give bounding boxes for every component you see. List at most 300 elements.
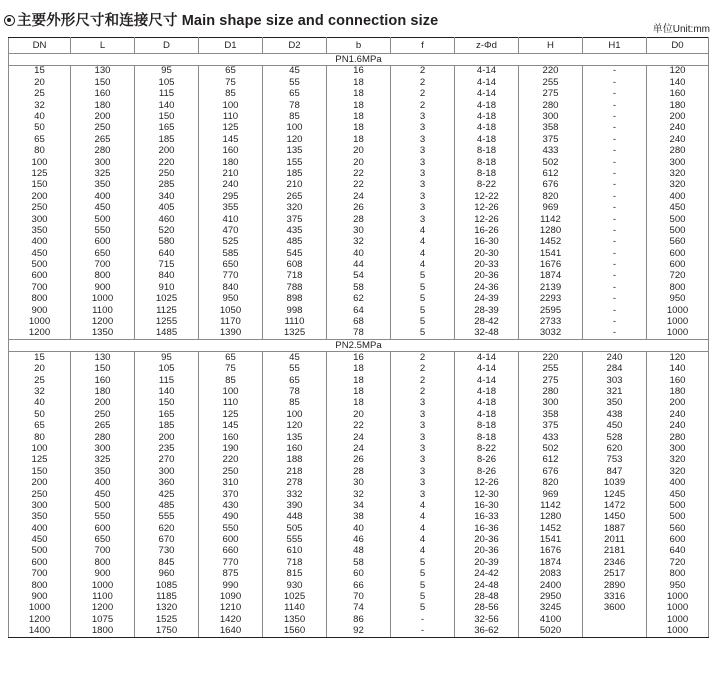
table-cell: 3 — [391, 191, 455, 202]
table-cell: 110 — [199, 398, 263, 409]
table-cell: 1000 — [647, 328, 709, 340]
table-cell: 140 — [647, 364, 709, 375]
table-cell: 1200 — [9, 328, 71, 340]
table-cell: 105 — [135, 364, 199, 375]
table-cell: 4 — [391, 523, 455, 534]
table-cell: 350 — [9, 512, 71, 523]
table-cell: 3 — [391, 169, 455, 180]
table-cell: 40 — [9, 112, 71, 123]
table-cell: 950 — [647, 294, 709, 305]
table-cell: 1210 — [199, 603, 263, 614]
table-cell: - — [583, 237, 647, 248]
table-cell: 700 — [9, 282, 71, 293]
table-cell: 700 — [71, 546, 135, 557]
table-cell: 265 — [71, 134, 135, 145]
table-cell: 320 — [647, 180, 709, 191]
table-cell: 500 — [647, 500, 709, 511]
table-cell: 2 — [391, 89, 455, 100]
table-cell: 4-14 — [455, 352, 519, 364]
table-cell: 1100 — [71, 305, 135, 316]
table-cell: 55 — [263, 77, 327, 88]
table-cell: 24-48 — [455, 580, 519, 591]
table-cell: 485 — [135, 500, 199, 511]
table-cell: 1255 — [135, 317, 199, 328]
table-cell: 1874 — [519, 557, 583, 568]
table-cell: 450 — [71, 489, 135, 500]
table-cell: 900 — [71, 569, 135, 580]
table-cell: 2 — [391, 352, 455, 364]
table-cell: 115 — [135, 375, 199, 386]
table-cell: 1000 — [71, 580, 135, 591]
table-cell: 612 — [519, 169, 583, 180]
table-cell: 200 — [71, 112, 135, 123]
table-row — [9, 444, 709, 455]
table-cell: 4 — [391, 260, 455, 271]
table-cell: 50 — [9, 409, 71, 420]
table-cell: 284 — [583, 364, 647, 375]
table-cell: 65 — [263, 375, 327, 386]
table-cell: 280 — [519, 387, 583, 398]
table-cell: 278 — [263, 478, 327, 489]
table-cell: 20 — [327, 157, 391, 168]
table-cell: 120 — [647, 352, 709, 364]
table-cell: 235 — [135, 444, 199, 455]
table-cell: - — [583, 123, 647, 134]
table-cell: 720 — [647, 271, 709, 282]
table-cell: 55 — [263, 364, 327, 375]
table-cell: 85 — [263, 112, 327, 123]
table-cell: 2 — [391, 100, 455, 111]
table-cell: 640 — [647, 546, 709, 557]
table-cell: 3 — [391, 489, 455, 500]
table-cell: 80 — [9, 432, 71, 443]
table-cell: 16-36 — [455, 523, 519, 534]
table-cell: 240 — [647, 409, 709, 420]
table-cell: 770 — [199, 271, 263, 282]
table-cell: 321 — [583, 387, 647, 398]
table-cell: 32-56 — [455, 614, 519, 625]
table-cell: 20-36 — [455, 271, 519, 282]
table-cell: 26 — [327, 455, 391, 466]
table-cell: 48 — [327, 546, 391, 557]
table-row — [9, 375, 709, 386]
table-cell: 898 — [263, 294, 327, 305]
table-cell: 250 — [9, 203, 71, 214]
table-row — [9, 66, 709, 78]
table-cell: 1750 — [135, 626, 199, 638]
table-row — [9, 237, 709, 248]
table-cell: 502 — [519, 157, 583, 168]
table-cell: 135 — [263, 146, 327, 157]
table-cell: 65 — [263, 89, 327, 100]
table-cell: 620 — [583, 444, 647, 455]
table-cell: 528 — [583, 432, 647, 443]
table-cell: 600 — [647, 260, 709, 271]
table-cell: 1000 — [647, 614, 709, 625]
table-cell: 1000 — [9, 603, 71, 614]
table-cell: 969 — [519, 489, 583, 500]
table-cell: 240 — [199, 180, 263, 191]
table-cell: 18 — [327, 100, 391, 111]
table-row — [9, 169, 709, 180]
table-cell: 1000 — [647, 626, 709, 638]
table-cell: 3 — [391, 444, 455, 455]
table-row — [9, 89, 709, 100]
table-cell: 32 — [327, 489, 391, 500]
table-cell: 180 — [71, 100, 135, 111]
table-cell: 1541 — [519, 248, 583, 259]
table-cell: 910 — [135, 282, 199, 293]
table-cell: 555 — [135, 512, 199, 523]
table-cell: 840 — [135, 271, 199, 282]
table-cell: 125 — [199, 123, 263, 134]
table-cell: 40 — [327, 523, 391, 534]
table-cell: 4-18 — [455, 112, 519, 123]
table-cell: 358 — [519, 123, 583, 134]
table-cell: 185 — [135, 421, 199, 432]
table-cell: 2011 — [583, 535, 647, 546]
table-cell: 92 — [327, 626, 391, 638]
table-cell: 425 — [135, 489, 199, 500]
table-cell: 12-30 — [455, 489, 519, 500]
table-cell: 20 — [9, 77, 71, 88]
table-cell: 3 — [391, 134, 455, 145]
table-cell: 320 — [647, 466, 709, 477]
table-cell: 16-30 — [455, 500, 519, 511]
table-cell: 560 — [647, 237, 709, 248]
table-cell: 800 — [71, 271, 135, 282]
table-cell: 64 — [327, 305, 391, 316]
table-row — [9, 305, 709, 316]
table-cell: 600 — [71, 523, 135, 534]
table-cell: 200 — [647, 112, 709, 123]
table-row — [9, 157, 709, 168]
table-row — [9, 409, 709, 420]
table-cell: 4100 — [519, 614, 583, 625]
table-cell: 600 — [647, 535, 709, 546]
table-cell: 5 — [391, 305, 455, 316]
table-cell: 525 — [199, 237, 263, 248]
table-cell: 1874 — [519, 271, 583, 282]
table-cell: 28-39 — [455, 305, 519, 316]
table-row — [9, 112, 709, 123]
table-cell: 4 — [391, 237, 455, 248]
table-cell: 3 — [391, 455, 455, 466]
table-cell: 270 — [135, 455, 199, 466]
table-cell: 18 — [327, 398, 391, 409]
table-cell: 2293 — [519, 294, 583, 305]
table-cell: 1676 — [519, 260, 583, 271]
table-cell: 160 — [71, 375, 135, 386]
table-cell: - — [583, 191, 647, 202]
table-cell: 600 — [71, 237, 135, 248]
table-cell: 5 — [391, 271, 455, 282]
table-cell: - — [583, 157, 647, 168]
table-cell: 265 — [263, 191, 327, 202]
table-cell: 160 — [647, 375, 709, 386]
table-cell: 25 — [9, 89, 71, 100]
table-cell: 700 — [71, 260, 135, 271]
table-row — [9, 191, 709, 202]
table-cell: 255 — [519, 364, 583, 375]
table-cell: 320 — [647, 455, 709, 466]
table-row — [9, 614, 709, 625]
table-cell: 800 — [9, 580, 71, 591]
table-cell: 405 — [135, 203, 199, 214]
table-cell: 45 — [263, 352, 327, 364]
table-cell: 220 — [519, 352, 583, 364]
table-cell: 38 — [327, 512, 391, 523]
table-cell: 545 — [263, 248, 327, 259]
table-cell: 4 — [391, 248, 455, 259]
table-row — [9, 134, 709, 145]
table-cell: 16 — [327, 66, 391, 78]
table-cell: 450 — [9, 535, 71, 546]
table-cell: 370 — [199, 489, 263, 500]
table-row — [9, 398, 709, 409]
dimension-table — [8, 37, 709, 638]
table-cell: 22 — [327, 180, 391, 191]
table-cell: 320 — [263, 203, 327, 214]
table-cell: 1485 — [135, 328, 199, 340]
table-cell: 18 — [327, 89, 391, 100]
table-cell: 350 — [71, 180, 135, 191]
table-cell: - — [583, 134, 647, 145]
table-cell: 240 — [647, 123, 709, 134]
table-cell: 16 — [327, 352, 391, 364]
table-cell: 66 — [327, 580, 391, 591]
table-cell: 1000 — [647, 592, 709, 603]
table-cell: 650 — [71, 248, 135, 259]
table-cell: 85 — [263, 398, 327, 409]
table-cell: 185 — [135, 134, 199, 145]
table-cell: 65 — [9, 421, 71, 432]
table-cell: 220 — [135, 157, 199, 168]
table-row — [9, 282, 709, 293]
table-cell: 800 — [9, 294, 71, 305]
table-cell: 1400 — [9, 626, 71, 638]
table-cell: 325 — [71, 455, 135, 466]
table-cell: 5 — [391, 317, 455, 328]
table-cell: 70 — [327, 592, 391, 603]
table-cell: 8-18 — [455, 146, 519, 157]
table-cell: 28-42 — [455, 317, 519, 328]
table-cell: 450 — [583, 421, 647, 432]
table-cell: - — [583, 305, 647, 316]
table-cell: 86 — [327, 614, 391, 625]
table-cell: 18 — [327, 387, 391, 398]
table-row — [9, 546, 709, 557]
table-cell: - — [583, 180, 647, 191]
table-cell: 640 — [135, 248, 199, 259]
table-cell: 3 — [391, 112, 455, 123]
table-cell: 78 — [263, 100, 327, 111]
column-header: f — [391, 38, 455, 54]
table-row — [9, 523, 709, 534]
table-cell: 8-26 — [455, 466, 519, 477]
table-cell: 998 — [263, 305, 327, 316]
table-cell: 34 — [327, 500, 391, 511]
table-body — [9, 54, 709, 638]
table-cell: 1280 — [519, 225, 583, 236]
table-cell: - — [583, 146, 647, 157]
table-cell: 500 — [647, 225, 709, 236]
table-row — [9, 294, 709, 305]
table-cell: 1452 — [519, 237, 583, 248]
table-cell: 280 — [647, 146, 709, 157]
table-cell: 1000 — [647, 317, 709, 328]
table-cell: 375 — [519, 421, 583, 432]
table-cell: 310 — [199, 478, 263, 489]
table-cell: 150 — [9, 466, 71, 477]
table-cell: 438 — [583, 409, 647, 420]
table-cell: 470 — [199, 225, 263, 236]
table-cell: 8-18 — [455, 157, 519, 168]
table-cell: 120 — [647, 66, 709, 78]
column-header: H — [519, 38, 583, 54]
table-cell: 3 — [391, 478, 455, 489]
table-cell: 180 — [199, 157, 263, 168]
table-cell: 135 — [263, 432, 327, 443]
table-cell: - — [583, 169, 647, 180]
column-header: DN — [9, 38, 71, 54]
table-cell: 3316 — [583, 592, 647, 603]
table-cell: 130 — [71, 352, 135, 364]
column-header: D1 — [199, 38, 263, 54]
table-row — [9, 180, 709, 191]
table-cell: 280 — [647, 432, 709, 443]
table-cell: 20-39 — [455, 557, 519, 568]
table-cell: 24-36 — [455, 282, 519, 293]
column-header: b — [327, 38, 391, 54]
page-title — [4, 9, 438, 30]
table-cell: 5 — [391, 282, 455, 293]
table-cell: 150 — [135, 398, 199, 409]
table-cell: 960 — [135, 569, 199, 580]
table-cell: 155 — [263, 157, 327, 168]
table-row — [9, 626, 709, 638]
column-header: H1 — [583, 38, 647, 54]
table-cell: 676 — [519, 180, 583, 191]
table-cell: 15 — [9, 66, 71, 78]
table-cell: 1085 — [135, 580, 199, 591]
table-cell: 255 — [519, 77, 583, 88]
table-cell: 950 — [199, 294, 263, 305]
table-cell: 78 — [327, 328, 391, 340]
table-cell: - — [583, 66, 647, 78]
table-cell: - — [583, 282, 647, 293]
table-cell: 210 — [263, 180, 327, 191]
table-cell: 1075 — [71, 614, 135, 625]
table-cell: 5 — [391, 580, 455, 591]
table-cell: 295 — [199, 191, 263, 202]
table-cell: - — [583, 89, 647, 100]
table-cell: 2517 — [583, 569, 647, 580]
table-cell: 1000 — [647, 305, 709, 316]
table-cell: 200 — [647, 398, 709, 409]
table-cell: 3 — [391, 421, 455, 432]
table-row — [9, 432, 709, 443]
table-cell: 1525 — [135, 614, 199, 625]
table-cell: 1025 — [135, 294, 199, 305]
table-row — [9, 387, 709, 398]
table-cell: - — [583, 77, 647, 88]
table-cell: 44 — [327, 260, 391, 271]
table-row — [9, 260, 709, 271]
table-cell: 3 — [391, 432, 455, 443]
table-cell: 1450 — [583, 512, 647, 523]
table-cell: 250 — [71, 123, 135, 134]
table-cell: 4-14 — [455, 375, 519, 386]
table-cell: 105 — [135, 77, 199, 88]
table-cell: 2950 — [519, 592, 583, 603]
table-cell: 26 — [327, 203, 391, 214]
table-cell: 700 — [9, 569, 71, 580]
table-cell: 2400 — [519, 580, 583, 591]
table-cell: 400 — [71, 478, 135, 489]
table-cell: 2 — [391, 375, 455, 386]
table-cell: 1350 — [263, 614, 327, 625]
table-cell: 350 — [9, 225, 71, 236]
table-cell: 65 — [199, 352, 263, 364]
table-cell: 68 — [327, 317, 391, 328]
table-cell: 5 — [391, 294, 455, 305]
table-cell: 4 — [391, 500, 455, 511]
table-cell: - — [583, 225, 647, 236]
table-cell: 820 — [519, 191, 583, 202]
table-cell: 600 — [9, 271, 71, 282]
table-cell: 130 — [71, 66, 135, 78]
table-cell: 1887 — [583, 523, 647, 534]
table-cell: 275 — [519, 375, 583, 386]
table-cell: - — [583, 214, 647, 225]
table-cell: 20-36 — [455, 535, 519, 546]
table-cell: 22 — [327, 421, 391, 432]
table-cell: 100 — [263, 409, 327, 420]
table-cell: 990 — [199, 580, 263, 591]
table-cell: 500 — [647, 512, 709, 523]
table-cell: 358 — [519, 409, 583, 420]
table-cell: 4-18 — [455, 409, 519, 420]
table-cell: 62 — [327, 294, 391, 305]
table-header-row — [9, 38, 709, 54]
table-cell: 390 — [263, 500, 327, 511]
table-cell: 12-22 — [455, 191, 519, 202]
table-cell: 36-62 — [455, 626, 519, 638]
table-row — [9, 328, 709, 340]
table-cell: 585 — [199, 248, 263, 259]
table-row — [9, 77, 709, 88]
table-cell: 218 — [263, 466, 327, 477]
table-cell: 300 — [647, 157, 709, 168]
table-cell: 120 — [263, 421, 327, 432]
table-cell: 100 — [9, 157, 71, 168]
table-cell: 3 — [391, 123, 455, 134]
table-cell: - — [583, 328, 647, 340]
table-cell: 160 — [647, 89, 709, 100]
table-cell: 4-14 — [455, 364, 519, 375]
table-cell: 1142 — [519, 500, 583, 511]
table-cell: 1185 — [135, 592, 199, 603]
table-row — [9, 146, 709, 157]
table-cell: 340 — [135, 191, 199, 202]
table-cell: 1390 — [199, 328, 263, 340]
table-cell: 165 — [135, 123, 199, 134]
table-cell: 28-48 — [455, 592, 519, 603]
table-cell: 2139 — [519, 282, 583, 293]
table-cell: 1472 — [583, 500, 647, 511]
table-cell: 3 — [391, 409, 455, 420]
